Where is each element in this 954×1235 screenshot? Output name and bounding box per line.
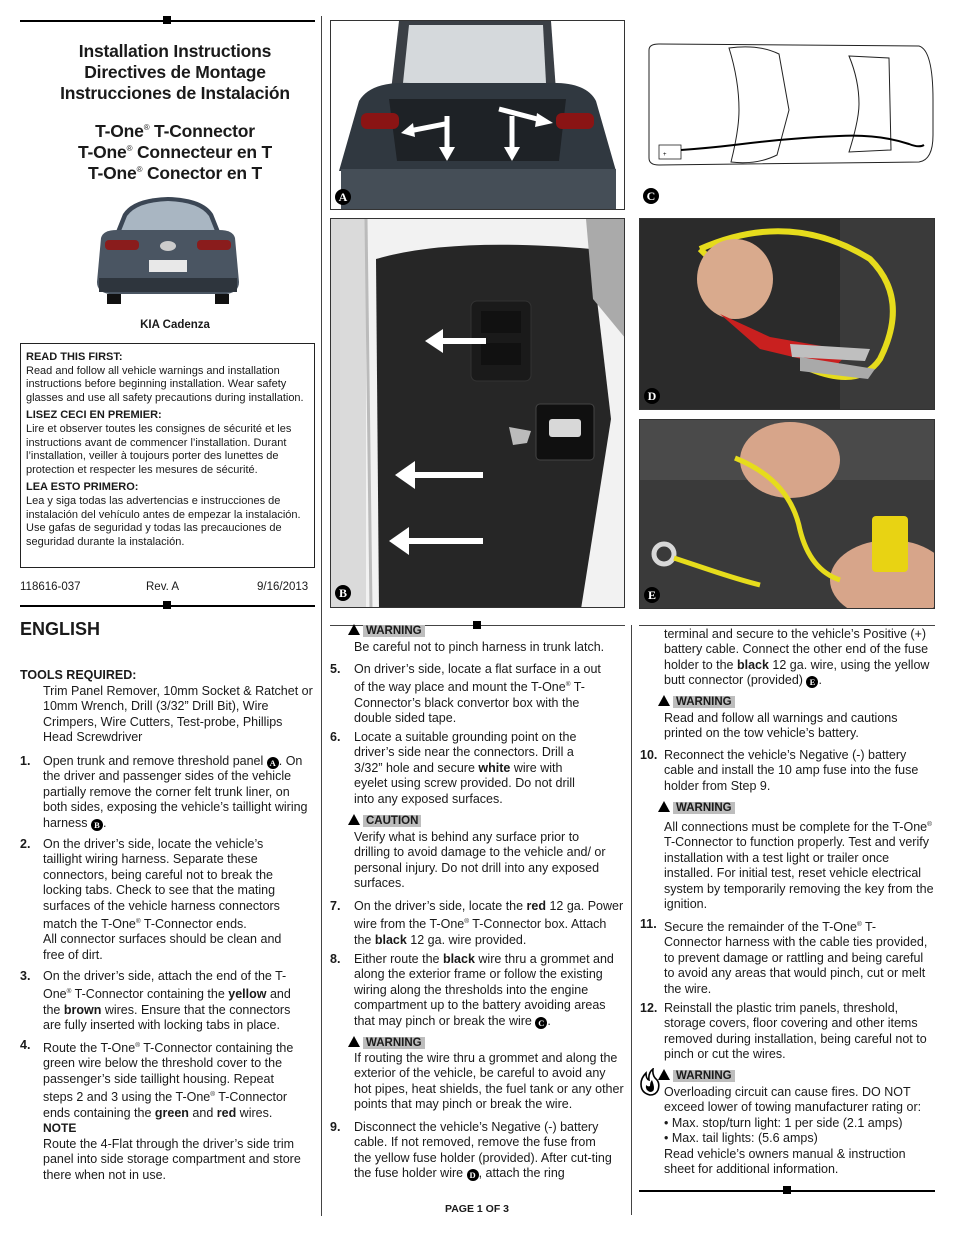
- figure-a-badge: A: [335, 189, 351, 205]
- figure-a-image: [331, 21, 625, 210]
- part-number: 118616-037: [20, 581, 81, 593]
- step-8-text: Either route the black wire thru a grommet and along the exterior frame or follow the existing wiring along the thresholds into the engine compartment up to the battery avoiding areas that may pinch or break the wire C .: [354, 952, 614, 1028]
- note-body: Route the 4-Flat through the driver’s side trim panel into side storage compartment and store there when not in use.: [43, 1137, 301, 1182]
- read-first-box: [20, 343, 315, 568]
- step-7-number: 7.: [330, 899, 341, 913]
- rule-marker: [163, 16, 171, 24]
- figure-c-badge: C: [643, 188, 659, 204]
- step-4-number: 4.: [20, 1038, 31, 1052]
- figure-b-photo: [330, 218, 625, 608]
- step-2-number: 2.: [20, 837, 31, 851]
- step-10-text: Reconnect the vehicle’s Negative (-) battery cable and install the 10 amp fuse into the fuse holder from Step 9.: [664, 748, 919, 793]
- step-9-number: 9.: [330, 1120, 341, 1134]
- warning-label-5: WARNING: [658, 1069, 735, 1083]
- step-9-text-continued: terminal and secure to the vehicle’s Positive (+) battery cable. Connect the other end of the fuse holder to the black 12 ga. wire, using the yellow butt connector (provided) E .: [664, 627, 930, 688]
- figure-d-photo: [639, 218, 935, 410]
- tools-list: Trim Panel Remover, 10mm Socket & Ratchet or 10mm Wrench, Drill (3/32” Drill Bit), Wire Crimpers, Wire Cutters, Test-probe, Phillips Head Screwdriver: [43, 684, 313, 745]
- figure-e-photo: [639, 419, 935, 609]
- step-11-text: Secure the remainder of the T-One® T-Connector harness with the cable ties provided, to prevent damage or rattling and being careful to avoid any areas that would pinch, cut or melt the wire.: [664, 920, 928, 996]
- step-5-text: On driver’s side, locate a flat surface in a out of the way place and mount the T-One® T-Connector’s black convertor box with the double sided tape.: [354, 662, 601, 726]
- step-5-number: 5.: [330, 662, 341, 676]
- step-1-text: Open trunk and remove threshold panel A . On the driver and passenger sides of the vehicle partially remove the corner felt trunk liner, on both sides, exposing the vehicle’s taillight wiring harness B .: [43, 754, 308, 830]
- warning-icon: [658, 695, 670, 706]
- figure-b-badge: B: [335, 585, 351, 601]
- step-7-text: On the driver’s side, locate the red 12 ga. Power wire from the T-One® T-Connector box. Attach the black 12 ga. wire provided.: [354, 899, 624, 947]
- warning-4-text: All connections must be complete for the T-One® T-Connector to function properly. Test and verify installation with a test light or trailer once installed. For initial test, reset vehicle electrical system by temporarily removing the key from the ignition.: [664, 820, 934, 912]
- svg-text:+: +: [663, 152, 667, 158]
- figure-e-badge: E: [644, 587, 660, 603]
- product-title-es: T-One® Conector en T: [87, 163, 262, 183]
- warning-icon: [658, 801, 670, 812]
- tools-heading: TOOLS REQUIRED:: [20, 668, 137, 682]
- figure-c-diagram: [639, 20, 935, 210]
- warning-1-text: Be careful not to pinch harness in trunk latch.: [354, 640, 605, 654]
- warning-label-2: WARNING: [348, 1036, 425, 1050]
- read-first-heading-fr: LISEZ CECI EN PREMIER:: [26, 409, 162, 422]
- warning-3-text: Read and follow all warnings and cautions printed on the tow vehicle’s battery.: [664, 711, 898, 741]
- warning-icon: [348, 624, 360, 635]
- figure-e-image: [640, 420, 935, 609]
- warning-icon: [348, 1036, 360, 1047]
- step-1-number: 1.: [20, 754, 31, 768]
- vehicle-rear-photo: [93, 194, 243, 308]
- step-10-number: 10.: [640, 748, 658, 762]
- vehicle-caption: KIA Cadenza: [140, 319, 210, 331]
- rule-marker: [783, 1186, 791, 1194]
- step-11-number: 11.: [640, 917, 657, 931]
- product-title-en: T-One® T-Connector: [95, 121, 255, 141]
- rule-marker: [473, 621, 481, 629]
- step-2-text: On the driver’s side, locate the vehicle’s taillight wiring harness. Separate these connectors, being careful not to break the locking tabs. Check to see that the mating surfaces of the vehicle harness connectors match the T-One® T-Connector ends. All connector surfaces should be clean and free of dirt.: [43, 837, 282, 962]
- read-first-heading-es: LEA ESTO PRIMERO:: [26, 481, 139, 494]
- product-title-fr: T-One® Connecteur en T: [77, 142, 273, 162]
- warning-2-text: If routing the wire thru a grommet and along the exterior of the vehicle, be careful to avoid any hot pipes, heat shields, the fuel tank or any other points that may pinch or break the wire.: [354, 1051, 624, 1112]
- step-3-text: On the driver’s side, attach the end of the T-One® T-Connector containing the yellow and the brown wires. Ensure that the connectors are fully inserted with locking tabs in place.: [43, 969, 291, 1033]
- step-12-text: Reinstall the plastic trim panels, threshold, storage covers, floor covering and other items removed during installation, being careful not to pinch or cut the wires.: [664, 1001, 927, 1062]
- title-es: Instrucciones de Instalación: [60, 83, 290, 103]
- caution-text: Verify what is behind any surface prior to drilling to avoid damage to the vehicle and/ or personal injury. Do not drill into any exposed surfaces.: [354, 830, 606, 891]
- warning-label-3: WARNING: [658, 695, 735, 709]
- step-12-number: 12.: [640, 1001, 658, 1015]
- page-number: PAGE 1 OF 3: [445, 1203, 509, 1215]
- read-first-body-fr: Lire et observer toutes les consignes de sécurité et les instructions avant de commencer l’installation. Durant l’installation, veiller à toujours porter des lunettes de protection et respecter les mesures de sécurité.: [26, 422, 292, 476]
- figure-a-photo: [330, 20, 625, 210]
- rule-marker: [163, 601, 171, 609]
- step-3-number: 3.: [20, 969, 31, 983]
- note-heading: NOTE: [43, 1121, 77, 1135]
- col3-top-rule: [639, 625, 935, 626]
- title-en: Installation Instructions: [78, 41, 272, 61]
- warning-icon: [348, 814, 360, 825]
- caution-label: CAUTION: [348, 814, 421, 828]
- warning-icon: [658, 1069, 670, 1080]
- step-6-number: 6.: [330, 730, 341, 744]
- column-divider-2: [631, 625, 632, 1215]
- column-divider: [321, 16, 322, 1216]
- step-6-text: Locate a suitable grounding point on the driver’s side near the connectors. Drill a 3/32” hole and secure white wire with eyelet using screw provided. Do not drill into any exposed surfaces.: [354, 730, 577, 806]
- figure-d-badge: D: [644, 388, 660, 404]
- warning-label-4: WARNING: [658, 801, 735, 815]
- title-fr: Directives de Montage: [84, 62, 266, 82]
- read-first-body-en: Read and follow all vehicle warnings and installation instructions before beginning installation. Wear safety glasses and use all safety precautions during installation.: [26, 364, 304, 404]
- read-first-body-es: Lea y siga todas las advertencias e instrucciones de instalación del vehículo antes de empezar la instalación. Use gafas de seguridad y todas las precauciones de seguridad durante la instalación.: [26, 494, 301, 548]
- step-8-number: 8.: [330, 952, 341, 966]
- read-first-heading-en: READ THIS FIRST:: [26, 351, 123, 363]
- step-9-text-start: Disconnect the vehicle’s Negative (-) battery cable. If not removed, remove the fuse from the yellow fuse holder (provided). After cut-ting the fuse holder wire D , attach the ring: [354, 1120, 612, 1181]
- step-4-text: Route the T-One® T-Connector containing the green wire below the threshold cover to the passenger’s side taillight housing. Repeat steps 2 and 3 using the T-One® T-Connector ends containing the green and red wires.: [43, 1041, 294, 1120]
- revision: Rev. A: [146, 581, 180, 593]
- warning-5-text: Overloading circuit can cause fires. DO NOT exceed lower of towing manufacturer rating or: • Max. stop/turn light: 1 per side (2.1 amps) • Max. tail lights: (5.6 amps) Read vehicle’s owners manual & instruction sheet for additional information.: [664, 1085, 922, 1177]
- figure-d-image: [640, 219, 935, 410]
- section-heading-english: ENGLISH: [20, 619, 101, 639]
- document-date: 9/16/2013: [257, 581, 309, 593]
- figure-b-image: [331, 219, 625, 608]
- figure-c-image: [639, 20, 935, 210]
- warning-label-1: WARNING: [348, 624, 425, 638]
